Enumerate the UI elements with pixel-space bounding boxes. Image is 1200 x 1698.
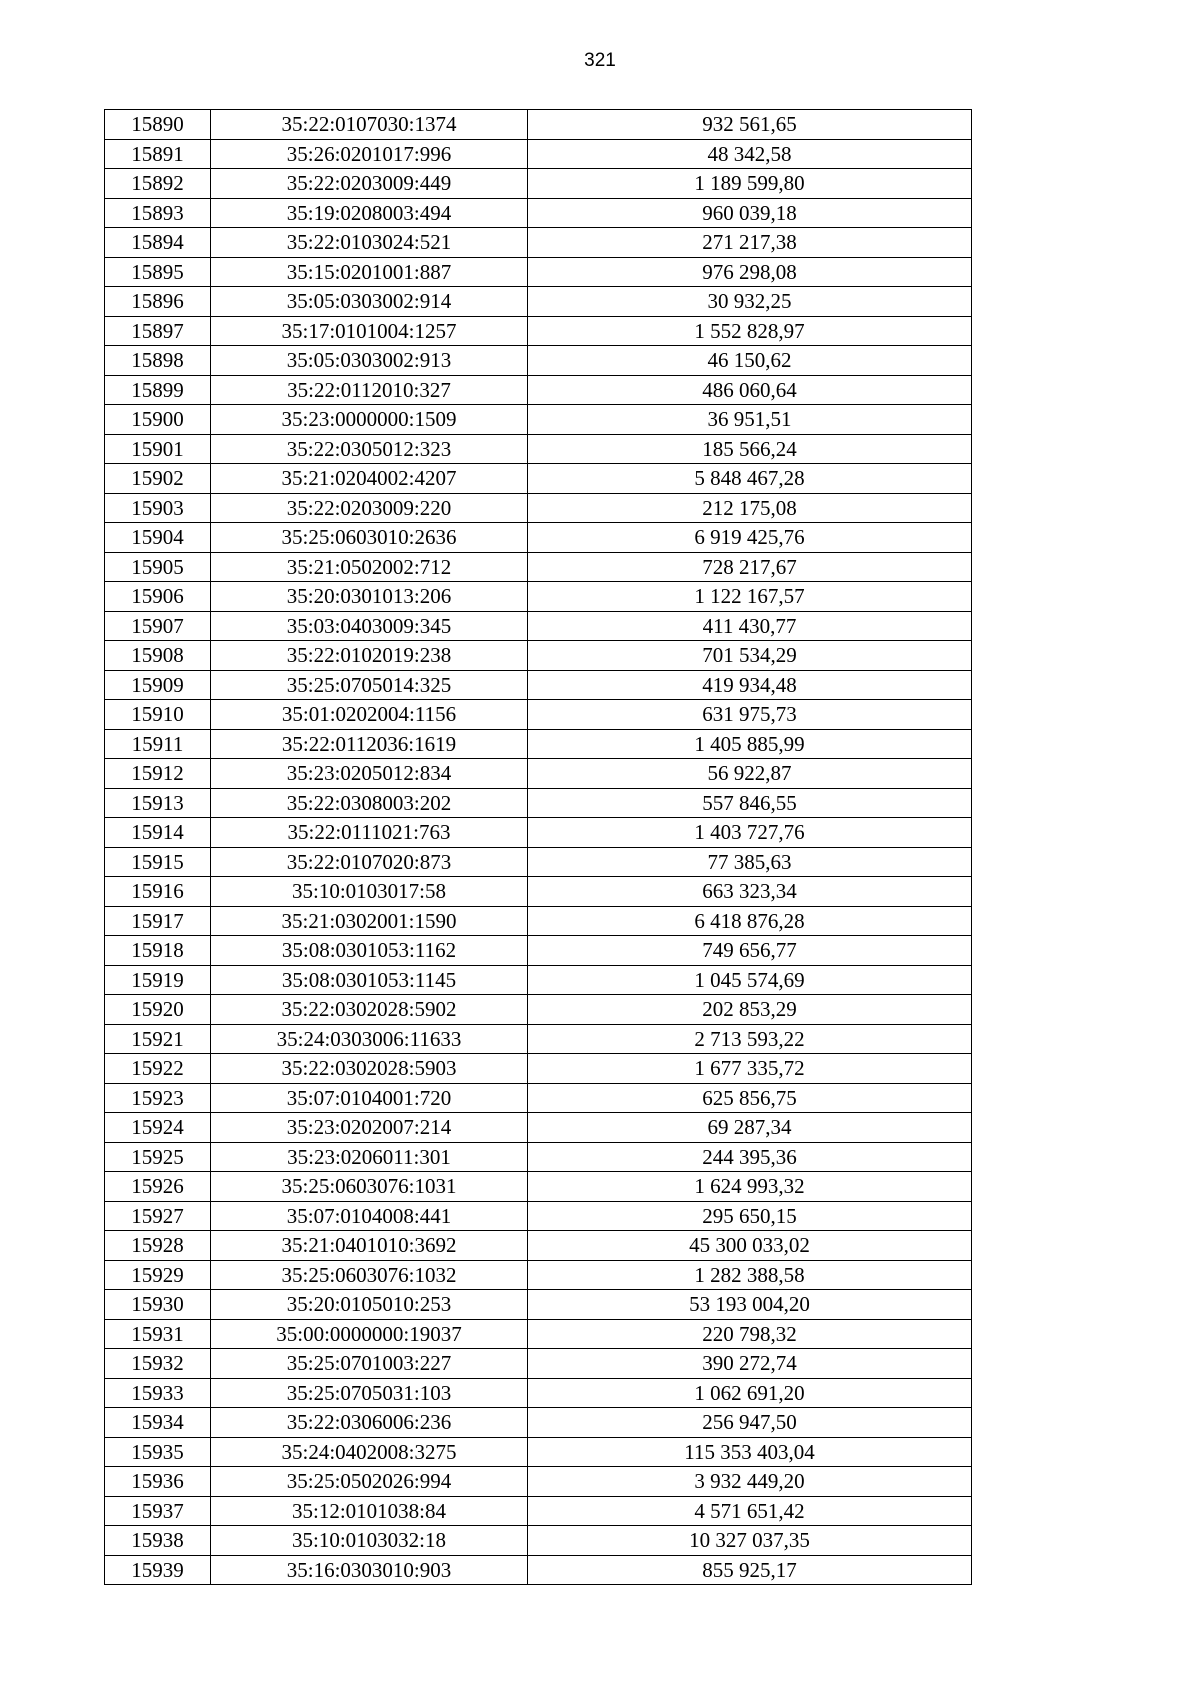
- cadastral-number-cell: 35:25:0701003:227: [211, 1349, 528, 1379]
- table-row: [105, 995, 972, 1025]
- row-number-cell: 15906: [105, 582, 211, 612]
- table-row: [105, 1172, 972, 1202]
- cadastral-number-cell: 35:03:0403009:345: [211, 611, 528, 641]
- cadastral-number-cell: 35:22:0102019:238: [211, 641, 528, 671]
- value-cell: 1 552 828,97: [528, 316, 972, 346]
- value-cell: 48 342,58: [528, 139, 972, 169]
- cadastral-number-cell: 35:15:0201001:887: [211, 257, 528, 287]
- table-row: [105, 1555, 972, 1585]
- row-number-cell: 15912: [105, 759, 211, 789]
- table-row: [105, 965, 972, 995]
- table-row: [105, 877, 972, 907]
- value-cell: 749 656,77: [528, 936, 972, 966]
- table-row: [105, 759, 972, 789]
- value-cell: 46 150,62: [528, 346, 972, 376]
- table-row: [105, 552, 972, 582]
- row-number-cell: 15893: [105, 198, 211, 228]
- table-row: [105, 1349, 972, 1379]
- cadastral-number-cell: 35:22:0111021:763: [211, 818, 528, 848]
- cadastral-number-cell: 35:22:0203009:220: [211, 493, 528, 523]
- value-cell: 6 919 425,76: [528, 523, 972, 553]
- table-row: [105, 287, 972, 317]
- table-row: [105, 1526, 972, 1556]
- row-number-cell: 15930: [105, 1290, 211, 1320]
- value-cell: 625 856,75: [528, 1083, 972, 1113]
- table-row: [105, 1290, 972, 1320]
- cadastral-number-cell: 35:08:0301053:1145: [211, 965, 528, 995]
- value-cell: 256 947,50: [528, 1408, 972, 1438]
- value-cell: 5 848 467,28: [528, 464, 972, 494]
- row-number-cell: 15907: [105, 611, 211, 641]
- row-number-cell: 15921: [105, 1024, 211, 1054]
- row-number-cell: 15897: [105, 316, 211, 346]
- value-cell: 1 045 574,69: [528, 965, 972, 995]
- row-number-cell: 15894: [105, 228, 211, 258]
- value-cell: 295 650,15: [528, 1201, 972, 1231]
- row-number-cell: 15917: [105, 906, 211, 936]
- table-row: [105, 1231, 972, 1261]
- row-number-cell: 15919: [105, 965, 211, 995]
- cadastral-number-cell: 35:21:0302001:1590: [211, 906, 528, 936]
- cadastral-number-cell: 35:23:0000000:1509: [211, 405, 528, 435]
- table-row: [105, 936, 972, 966]
- table-row: [105, 700, 972, 730]
- value-cell: 2 713 593,22: [528, 1024, 972, 1054]
- value-cell: 202 853,29: [528, 995, 972, 1025]
- row-number-cell: 15905: [105, 552, 211, 582]
- table-row: [105, 1260, 972, 1290]
- cadastral-number-cell: 35:20:0105010:253: [211, 1290, 528, 1320]
- value-cell: 855 925,17: [528, 1555, 972, 1585]
- table-row: [105, 847, 972, 877]
- value-cell: 1 403 727,76: [528, 818, 972, 848]
- row-number-cell: 15899: [105, 375, 211, 405]
- cadastral-number-cell: 35:24:0303006:11633: [211, 1024, 528, 1054]
- table-row: [105, 316, 972, 346]
- cadastral-number-cell: 35:21:0401010:3692: [211, 1231, 528, 1261]
- table-row: [105, 1496, 972, 1526]
- value-cell: 1 405 885,99: [528, 729, 972, 759]
- row-number-cell: 15915: [105, 847, 211, 877]
- row-number-cell: 15891: [105, 139, 211, 169]
- row-number-cell: 15910: [105, 700, 211, 730]
- cadastral-number-cell: 35:08:0301053:1162: [211, 936, 528, 966]
- table-row: [105, 641, 972, 671]
- row-number-cell: 15909: [105, 670, 211, 700]
- table-row: [105, 1024, 972, 1054]
- cadastral-number-cell: 35:16:0303010:903: [211, 1555, 528, 1585]
- row-number-cell: 15901: [105, 434, 211, 464]
- table-row: [105, 493, 972, 523]
- value-cell: 56 922,87: [528, 759, 972, 789]
- table-row: [105, 1467, 972, 1497]
- cadastral-number-cell: 35:10:0103017:58: [211, 877, 528, 907]
- table-row: [105, 670, 972, 700]
- row-number-cell: 15904: [105, 523, 211, 553]
- row-number-cell: 15903: [105, 493, 211, 523]
- row-number-cell: 15922: [105, 1054, 211, 1084]
- value-cell: 69 287,34: [528, 1113, 972, 1143]
- row-number-cell: 15892: [105, 169, 211, 199]
- cadastral-number-cell: 35:25:0705031:103: [211, 1378, 528, 1408]
- row-number-cell: 15895: [105, 257, 211, 287]
- value-cell: 115 353 403,04: [528, 1437, 972, 1467]
- cadastral-number-cell: 35:22:0107030:1374: [211, 110, 528, 140]
- value-cell: 932 561,65: [528, 110, 972, 140]
- cadastral-number-cell: 35:26:0201017:996: [211, 139, 528, 169]
- value-cell: 3 932 449,20: [528, 1467, 972, 1497]
- cadastral-number-cell: 35:20:0301013:206: [211, 582, 528, 612]
- value-cell: 1 189 599,80: [528, 169, 972, 199]
- value-cell: 419 934,48: [528, 670, 972, 700]
- row-number-cell: 15902: [105, 464, 211, 494]
- value-cell: 185 566,24: [528, 434, 972, 464]
- table-row: [105, 169, 972, 199]
- row-number-cell: 15923: [105, 1083, 211, 1113]
- row-number-cell: 15926: [105, 1172, 211, 1202]
- value-cell: 212 175,08: [528, 493, 972, 523]
- cadastral-number-cell: 35:24:0402008:3275: [211, 1437, 528, 1467]
- table-row: [105, 1113, 972, 1143]
- row-number-cell: 15924: [105, 1113, 211, 1143]
- cadastral-number-cell: 35:21:0502002:712: [211, 552, 528, 582]
- cadastral-number-cell: 35:22:0302028:5903: [211, 1054, 528, 1084]
- row-number-cell: 15929: [105, 1260, 211, 1290]
- table-row: [105, 729, 972, 759]
- table-row: [105, 434, 972, 464]
- value-cell: 960 039,18: [528, 198, 972, 228]
- value-cell: 6 418 876,28: [528, 906, 972, 936]
- table-row: [105, 1083, 972, 1113]
- row-number-cell: 15914: [105, 818, 211, 848]
- value-cell: 701 534,29: [528, 641, 972, 671]
- value-cell: 1 062 691,20: [528, 1378, 972, 1408]
- value-cell: 244 395,36: [528, 1142, 972, 1172]
- cadastral-number-cell: 35:22:0112036:1619: [211, 729, 528, 759]
- table-row: [105, 818, 972, 848]
- cadastral-number-cell: 35:22:0305012:323: [211, 434, 528, 464]
- table-row: [105, 1142, 972, 1172]
- value-cell: 1 624 993,32: [528, 1172, 972, 1202]
- row-number-cell: 15938: [105, 1526, 211, 1556]
- cadastral-number-cell: 35:23:0206011:301: [211, 1142, 528, 1172]
- value-cell: 77 385,63: [528, 847, 972, 877]
- row-number-cell: 15933: [105, 1378, 211, 1408]
- cadastral-number-cell: 35:10:0103032:18: [211, 1526, 528, 1556]
- row-number-cell: 15916: [105, 877, 211, 907]
- cadastral-number-cell: 35:01:0202004:1156: [211, 700, 528, 730]
- value-cell: 1 677 335,72: [528, 1054, 972, 1084]
- row-number-cell: 15932: [105, 1349, 211, 1379]
- table-row: [105, 464, 972, 494]
- table-body: [105, 110, 972, 1585]
- cadastral-number-cell: 35:22:0308003:202: [211, 788, 528, 818]
- row-number-cell: 15937: [105, 1496, 211, 1526]
- cadastral-number-cell: 35:05:0303002:913: [211, 346, 528, 376]
- row-number-cell: 15898: [105, 346, 211, 376]
- table-row: [105, 1408, 972, 1438]
- value-cell: 53 193 004,20: [528, 1290, 972, 1320]
- row-number-cell: 15925: [105, 1142, 211, 1172]
- value-cell: 30 932,25: [528, 287, 972, 317]
- value-cell: 45 300 033,02: [528, 1231, 972, 1261]
- table-row: [105, 375, 972, 405]
- cadastral-number-cell: 35:21:0204002:4207: [211, 464, 528, 494]
- row-number-cell: 15896: [105, 287, 211, 317]
- cadastral-number-cell: 35:25:0502026:994: [211, 1467, 528, 1497]
- value-cell: 631 975,73: [528, 700, 972, 730]
- value-cell: 728 217,67: [528, 552, 972, 582]
- value-cell: 486 060,64: [528, 375, 972, 405]
- cadastral-number-cell: 35:07:0104008:441: [211, 1201, 528, 1231]
- row-number-cell: 15908: [105, 641, 211, 671]
- page-number: 321: [584, 50, 616, 71]
- cadastral-number-cell: 35:25:0603076:1031: [211, 1172, 528, 1202]
- row-number-cell: 15900: [105, 405, 211, 435]
- value-cell: 1 282 388,58: [528, 1260, 972, 1290]
- cadastral-number-cell: 35:17:0101004:1257: [211, 316, 528, 346]
- value-cell: 411 430,77: [528, 611, 972, 641]
- row-number-cell: 15939: [105, 1555, 211, 1585]
- value-cell: 390 272,74: [528, 1349, 972, 1379]
- table-row: [105, 257, 972, 287]
- cadastral-value-table: [104, 109, 972, 1585]
- row-number-cell: 15918: [105, 936, 211, 966]
- cadastral-number-cell: 35:25:0603076:1032: [211, 1260, 528, 1290]
- table-row: [105, 139, 972, 169]
- cadastral-number-cell: 35:22:0302028:5902: [211, 995, 528, 1025]
- table-row: [105, 788, 972, 818]
- row-number-cell: 15920: [105, 995, 211, 1025]
- cadastral-number-cell: 35:23:0202007:214: [211, 1113, 528, 1143]
- row-number-cell: 15935: [105, 1437, 211, 1467]
- row-number-cell: 15927: [105, 1201, 211, 1231]
- cadastral-number-cell: 35:23:0205012:834: [211, 759, 528, 789]
- table-row: [105, 228, 972, 258]
- value-cell: 10 327 037,35: [528, 1526, 972, 1556]
- table-row: [105, 405, 972, 435]
- table-row: [105, 611, 972, 641]
- row-number-cell: 15934: [105, 1408, 211, 1438]
- cadastral-number-cell: 35:00:0000000:19037: [211, 1319, 528, 1349]
- cadastral-number-cell: 35:25:0705014:325: [211, 670, 528, 700]
- cadastral-number-cell: 35:22:0203009:449: [211, 169, 528, 199]
- value-cell: 220 798,32: [528, 1319, 972, 1349]
- cadastral-number-cell: 35:22:0112010:327: [211, 375, 528, 405]
- table-row: [105, 906, 972, 936]
- cadastral-number-cell: 35:22:0103024:521: [211, 228, 528, 258]
- cadastral-number-cell: 35:25:0603010:2636: [211, 523, 528, 553]
- table-row: [105, 1201, 972, 1231]
- table-row: [105, 523, 972, 553]
- table-row: [105, 346, 972, 376]
- table-row: [105, 1378, 972, 1408]
- table-row: [105, 1319, 972, 1349]
- value-cell: 4 571 651,42: [528, 1496, 972, 1526]
- row-number-cell: 15913: [105, 788, 211, 818]
- value-cell: 663 323,34: [528, 877, 972, 907]
- cadastral-number-cell: 35:12:0101038:84: [211, 1496, 528, 1526]
- cadastral-number-cell: 35:05:0303002:914: [211, 287, 528, 317]
- table-row: [105, 1437, 972, 1467]
- cadastral-number-cell: 35:07:0104001:720: [211, 1083, 528, 1113]
- table-row: [105, 198, 972, 228]
- row-number-cell: 15931: [105, 1319, 211, 1349]
- cadastral-number-cell: 35:22:0306006:236: [211, 1408, 528, 1438]
- value-cell: 557 846,55: [528, 788, 972, 818]
- row-number-cell: 15928: [105, 1231, 211, 1261]
- value-cell: 36 951,51: [528, 405, 972, 435]
- cadastral-number-cell: 35:19:0208003:494: [211, 198, 528, 228]
- value-cell: 976 298,08: [528, 257, 972, 287]
- table-row: [105, 582, 972, 612]
- table-row: [105, 110, 972, 140]
- value-cell: 271 217,38: [528, 228, 972, 258]
- cadastral-number-cell: 35:22:0107020:873: [211, 847, 528, 877]
- table-row: [105, 1054, 972, 1084]
- row-number-cell: 15911: [105, 729, 211, 759]
- row-number-cell: 15890: [105, 110, 211, 140]
- value-cell: 1 122 167,57: [528, 582, 972, 612]
- row-number-cell: 15936: [105, 1467, 211, 1497]
